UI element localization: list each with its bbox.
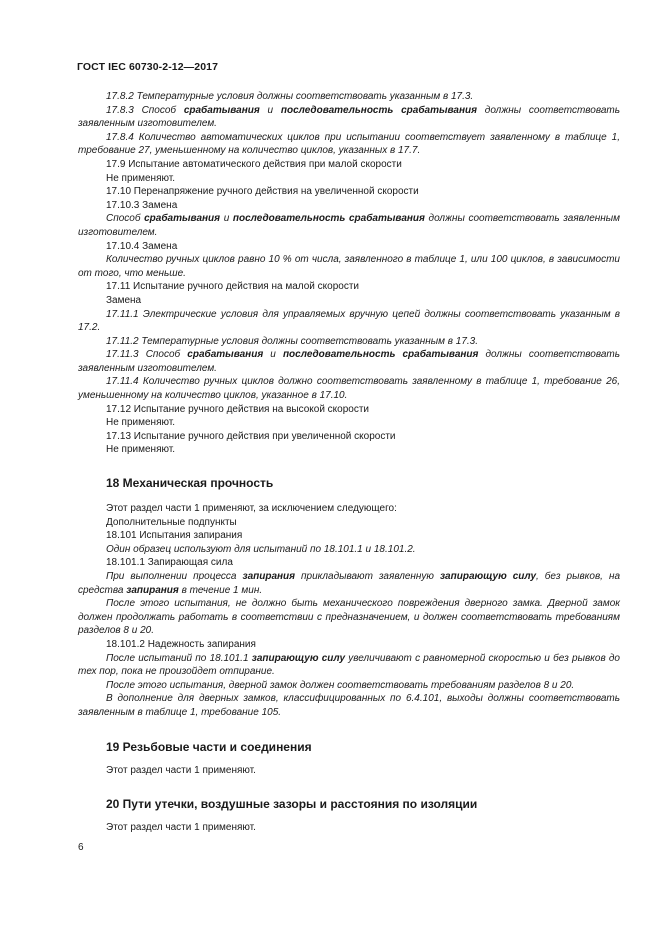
document-body: [78, 90, 620, 835]
paragraph: 17.12 Испытание ручного действия на высокой скорости: [106, 403, 370, 415]
paragraph: 17.8.3 Способ срабатывания и последовательность срабатывания должны соответствовать заявленным изготовителем.: [78, 104, 620, 130]
paragraph: После этого испытания, не должно быть механического повреждения дверного замка. Дверной замок должен продолжать работать в соответствии с предназначением, и должен соответствовать требованиям разделов 8 и 20.: [78, 598, 620, 637]
paragraph: В дополнение для дверных замков, классифицированных по 6.4.101, выходы должны соответствовать заявленным в таблице 1, требование 105.: [78, 693, 620, 718]
paragraph: Не применяют.: [106, 172, 176, 184]
document-header: ГОСТ IEC 60730-2-12—2017: [77, 61, 219, 73]
paragraph: Один образец используют для испытаний по 18.101.1 и 18.101.2.: [106, 543, 416, 555]
section-heading: 18 Механическая прочность: [106, 476, 274, 491]
paragraph: Количество ручных циклов равно 10 % от числа, заявленного в таблице 1, или 100 циклов, в зависимости от того, что меньше.: [78, 254, 620, 279]
paragraph: 17.10 Перенапряжение ручного действия на увеличенной скорости: [106, 186, 419, 198]
paragraph: Дополнительные подпункты: [106, 516, 237, 528]
paragraph: 17.8.4 Количество автоматических циклов при испытании соответствует заявленному в таблице 1, требование 27, уменьшенному на количество циклов, указанных в 17.7.: [78, 131, 620, 157]
paragraph: 17.8.2 Температурные условия должны соответствовать указанным в 17.3.: [106, 91, 474, 102]
paragraph: Этот раздел части 1 применяют.: [106, 822, 256, 834]
section-heading: 20 Пути утечки, воздушные зазоры и расстояния по изоляции: [106, 797, 478, 812]
paragraph: Замена: [106, 294, 142, 306]
paragraph: 17.11.4 Количество ручных циклов должно соответствовать заявленному в таблице 1, требование 26, уменьшенному на количество циклов, указанное в 17.10.: [78, 376, 620, 402]
paragraph: 17.11.3 Способ срабатывания и последовательность срабатывания должны соответствовать заявленным изготовителем.: [78, 349, 621, 374]
paragraph: 17.11 Испытание ручного действия на малой скорости: [106, 281, 360, 293]
paragraph: 17.11.2 Температурные условия должны соответствовать указанным в 17.3.: [106, 335, 479, 347]
paragraph: 17.9 Испытание автоматического действия при малой скорости: [106, 158, 402, 170]
paragraph: 18.101.2 Надежность запирания: [106, 638, 256, 650]
page-number: 6: [78, 842, 84, 853]
paragraph: 17.10.3 Замена: [106, 199, 178, 211]
paragraph: 18.101.1 Запирающая сила: [106, 557, 233, 569]
section-heading: 19 Резьбовые части и соединения: [106, 739, 312, 754]
paragraph: 17.11.1 Электрические условия для управляемых вручную цепей должны соответствовать указанным в 17.2.: [78, 308, 620, 334]
paragraph: 18.101 Испытания запирания: [106, 530, 243, 542]
paragraph: Этот раздел части 1 применяют.: [106, 764, 256, 776]
paragraph: После испытаний по 18.101.1 запирающую силу увеличивают с равномерной скоростью и без рывков до тех пор, пока не произойдет отпирание.: [78, 652, 620, 678]
paragraph: Способ срабатывания и последовательность срабатывания должны соответствовать заявленным изготовителем.: [78, 213, 620, 238]
paragraph: 17.10.4 Замена: [106, 240, 178, 252]
paragraph: После этого испытания, дверной замок должен соответствовать требованиям разделов 8 и 20.: [106, 679, 575, 691]
paragraph: Этот раздел части 1 применяют, за исключением следующего:: [106, 503, 397, 515]
paragraph: 17.13 Испытание ручного действия при увеличенной скорости: [106, 430, 396, 442]
paragraph: При выполнении процесса запирания прикладывают заявленную запирающую силу, без рывков, на средства запирания в течение 1 мин.: [78, 571, 621, 596]
paragraph: Не применяют.: [106, 417, 176, 429]
paragraph: Не применяют.: [106, 444, 176, 456]
